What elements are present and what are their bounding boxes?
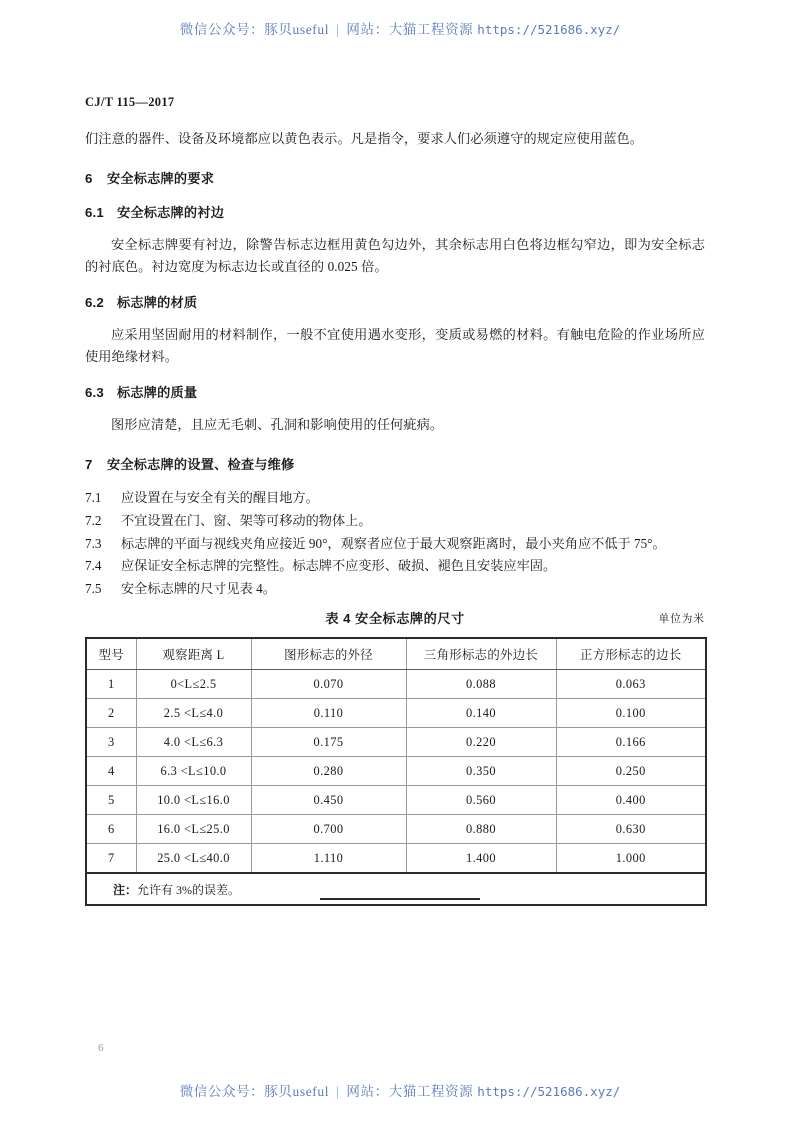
cell-triangle: 0.880 <box>406 815 556 844</box>
continued-paragraph: 们注意的器件、设备及环境都应以黄色表示。凡是指令，要求人们必须遵守的规定应使用蓝色。 <box>85 131 644 146</box>
heading-6-3-title: 标志牌的质量 <box>117 384 198 400</box>
end-of-document-rule <box>320 898 480 900</box>
heading-section-6-1 <box>85 202 705 221</box>
clause-7-3-number: 7.3 <box>85 535 102 551</box>
cell-circle: 0.280 <box>251 757 406 786</box>
watermark-site-label: 网站：大猫工程资源 <box>346 22 474 37</box>
heading-section-6-2 <box>85 292 705 311</box>
col-header-distance: 观察距离 L <box>136 638 251 670</box>
table-row <box>86 844 706 874</box>
table-caption: 表 4 安全标志牌的尺寸 <box>325 611 465 626</box>
cell-triangle: 0.140 <box>406 699 556 728</box>
heading-6-title: 安全标志牌的要求 <box>107 171 215 187</box>
watermark-footer <box>0 1080 800 1100</box>
watermark-separator: | <box>336 22 340 37</box>
dimensions-table <box>85 637 707 906</box>
clause-7-2-number: 7.2 <box>85 512 102 528</box>
cell-circle: 0.450 <box>251 786 406 815</box>
standard-number: CJ/T 115—2017 <box>85 95 175 109</box>
table-row <box>86 786 706 815</box>
clause-7-5-text: 安全标志牌的尺寸见表 4。 <box>121 581 276 597</box>
cell-model: 2 <box>86 699 136 728</box>
clause-7-1-text: 应设置在与安全有关的醒目地方。 <box>121 490 319 506</box>
col-header-square-side: 正方形标志的边长 <box>556 638 706 670</box>
clause-7-1 <box>85 487 705 510</box>
heading-6-3-number: 6.3 <box>85 384 104 400</box>
cell-square: 0.400 <box>556 786 706 815</box>
watermark-wechat-label: 微信公众号：豚贝useful <box>179 22 330 37</box>
table-row <box>86 728 706 757</box>
watermark-site-label: 网站：大猫工程资源 <box>346 1084 474 1099</box>
cell-distance: 16.0 <L≤25.0 <box>136 815 251 844</box>
cell-circle: 0.070 <box>251 670 406 699</box>
cell-circle: 1.110 <box>251 844 406 874</box>
cell-triangle: 0.560 <box>406 786 556 815</box>
cell-triangle: 1.400 <box>406 844 556 874</box>
table-caption-row <box>85 608 705 627</box>
table-row <box>86 815 706 844</box>
cell-triangle: 0.220 <box>406 728 556 757</box>
cell-triangle: 0.088 <box>406 670 556 699</box>
paragraph-6-2: 应采用坚固耐用的材料制作，一般不宜使用遇水变形，变质或易燃的材料。有触电危险的作业场所应使用绝缘材料。 <box>85 327 705 364</box>
clause-7-2 <box>85 510 705 533</box>
heading-6-number: 6 <box>85 171 93 187</box>
table-row <box>86 757 706 786</box>
table-note-label: 注： <box>113 882 138 897</box>
table-note-text: 允许有 3%的误差。 <box>137 882 241 897</box>
heading-6-1-title: 安全标志牌的衬边 <box>117 205 225 221</box>
cell-circle: 0.110 <box>251 699 406 728</box>
clause-7-3 <box>85 533 705 556</box>
heading-section-7 <box>85 454 705 473</box>
cell-square: 0.100 <box>556 699 706 728</box>
cell-circle: 0.700 <box>251 815 406 844</box>
col-header-model: 型号 <box>86 638 136 670</box>
page-number: 6 <box>98 1042 104 1054</box>
clause-7-5 <box>85 578 705 601</box>
watermark-url: https://521686.xyz/ <box>477 1084 621 1099</box>
cell-model: 7 <box>86 844 136 874</box>
table-note-cell <box>86 873 706 905</box>
cell-distance: 25.0 <L≤40.0 <box>136 844 251 874</box>
cell-model: 3 <box>86 728 136 757</box>
cell-distance: 2.5 <L≤4.0 <box>136 699 251 728</box>
cell-distance: 4.0 <L≤6.3 <box>136 728 251 757</box>
clause-7-1-number: 7.1 <box>85 490 102 506</box>
cell-square: 0.250 <box>556 757 706 786</box>
cell-distance: 10.0 <L≤16.0 <box>136 786 251 815</box>
heading-section-6 <box>85 168 705 187</box>
table-note-row <box>86 873 706 905</box>
watermark-wechat-label: 微信公众号：豚贝useful <box>179 1084 330 1099</box>
col-header-circle-diameter: 图形标志的外径 <box>251 638 406 670</box>
cell-circle: 0.175 <box>251 728 406 757</box>
clause-7-4 <box>85 555 705 578</box>
heading-6-2-title: 标志牌的材质 <box>117 295 198 311</box>
watermark-url: https://521686.xyz/ <box>477 22 621 37</box>
heading-7-title: 安全标志牌的设置、检查与维修 <box>107 457 295 473</box>
table-row <box>86 699 706 728</box>
cell-distance: 0<L≤2.5 <box>136 670 251 699</box>
heading-7-number: 7 <box>85 457 93 473</box>
table-row <box>86 670 706 699</box>
heading-section-6-3 <box>85 382 705 401</box>
cell-square: 0.166 <box>556 728 706 757</box>
table-header-row <box>86 638 706 670</box>
cell-square: 0.630 <box>556 815 706 844</box>
clause-7-3-text: 标志牌的平面与视线夹角应接近 90°，观察者应位于最大观察距离时，最小夹角应不低于 75°。 <box>121 535 666 551</box>
clause-7-4-number: 7.4 <box>85 558 102 574</box>
cell-model: 5 <box>86 786 136 815</box>
heading-6-1-number: 6.1 <box>85 205 104 221</box>
clause-7-4-text: 应保证安全标志牌的完整性。标志牌不应变形、破损、褪色且安装应牢固。 <box>121 558 557 574</box>
cell-square: 0.063 <box>556 670 706 699</box>
clause-7-2-text: 不宜设置在门、窗、架等可移动的物体上。 <box>121 512 372 528</box>
cell-model: 1 <box>86 670 136 699</box>
paragraph-6-1: 安全标志牌要有衬边，除警告标志边框用黄色勾边外，其余标志用白色将边框勾窄边，即为安全标志的衬底色。衬边宽度为标志边长或直径的 0.025 倍。 <box>85 237 705 274</box>
table-block <box>85 608 705 906</box>
col-header-triangle-side: 三角形标志的外边长 <box>406 638 556 670</box>
paragraph-6-3: 图形应清楚，且应无毛刺、孔洞和影响使用的任何疵病。 <box>111 416 444 432</box>
cell-model: 4 <box>86 757 136 786</box>
cell-square: 1.000 <box>556 844 706 874</box>
cell-distance: 6.3 <L≤10.0 <box>136 757 251 786</box>
cell-triangle: 0.350 <box>406 757 556 786</box>
clause-7-5-number: 7.5 <box>85 581 102 597</box>
watermark-separator: | <box>336 1084 340 1099</box>
heading-6-2-number: 6.2 <box>85 295 104 311</box>
cell-model: 6 <box>86 815 136 844</box>
table-unit-label: 单位为米 <box>658 614 705 625</box>
document-content <box>85 128 705 601</box>
watermark-header <box>0 18 800 38</box>
